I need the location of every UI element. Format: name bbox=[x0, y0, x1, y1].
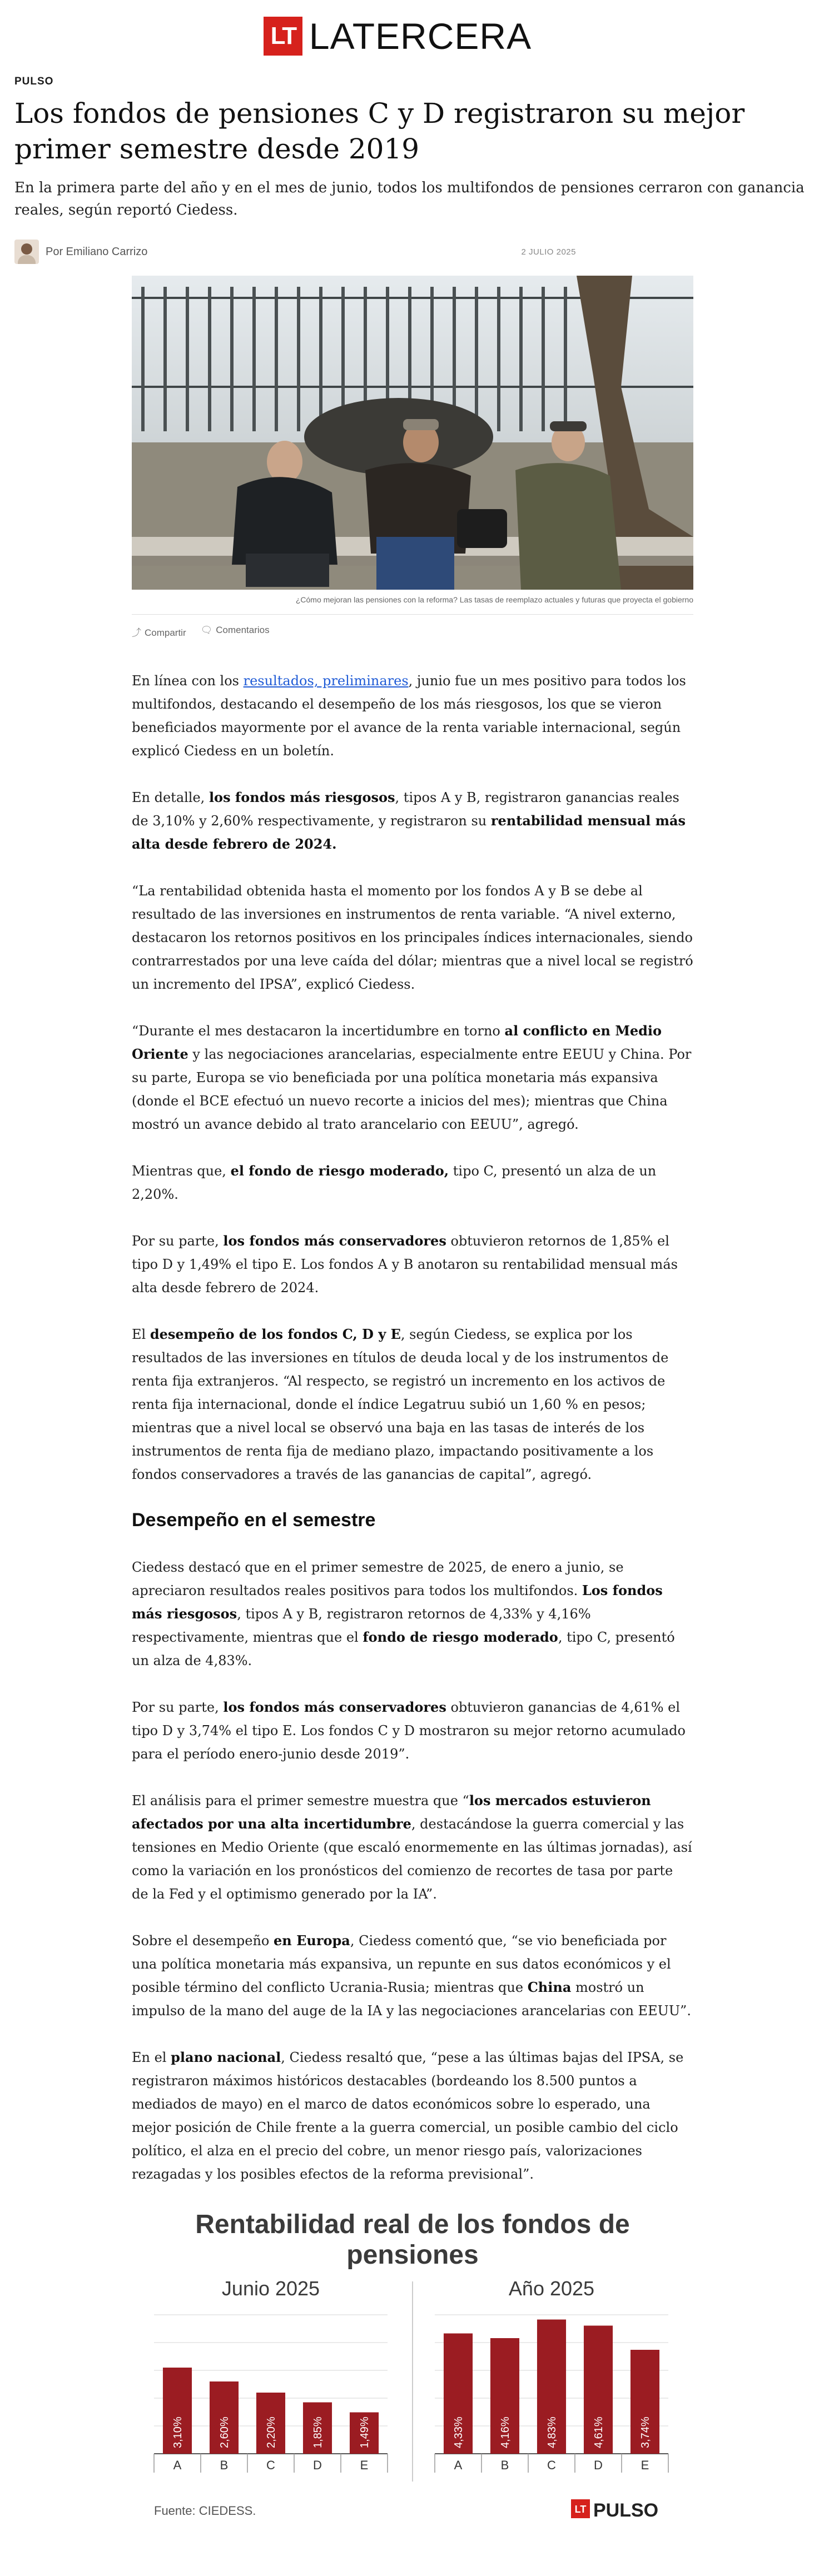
bold-run: al conflicto en Medio Oriente bbox=[132, 1023, 662, 1062]
text-run: , según Ciedess, se explica por los resultados de las inversiones en títulos de deuda local y de los instrumentos de renta fija extranjeros. “Al respecto, se registró un incremento en los activos de renta fija internacional, donde el índice Legatruu subió un 1,60 % en pesos; mientras que a nivel local se observó una baja en las tasas de interés de los instrumentos de renta fija de mediano plazo, impactando positivamente a los fondos conservadores a través de las ganancias de capital”, agregó. bbox=[132, 1327, 669, 1482]
bar-value-label: 4,61% bbox=[593, 2416, 605, 2448]
bold-run: los mercados estuvieron afectados por una alta incertidumbre bbox=[132, 1792, 651, 1832]
pulso-brand-logo bbox=[571, 2499, 658, 2521]
text-run: El análisis para el primer semestre muestra que “ bbox=[132, 1793, 469, 1808]
share-button[interactable] bbox=[132, 625, 186, 640]
text-run: , junio fue un mes positivo para todos los multifondos, destacando el desempeño de los más riesgosos, los que se vieron beneficiados mayormente por el avance de la renta variable internacional, según explicó Ciedess en un boletín. bbox=[132, 673, 686, 759]
text-run: mostró un impulso de la mano del auge de la IA y las negociaciones arancelarias con EEUU”. bbox=[132, 1980, 691, 2019]
bold-run: China bbox=[527, 1979, 572, 1995]
logo-wordmark: LATERCERA bbox=[309, 16, 532, 57]
paragraph bbox=[132, 1556, 693, 1672]
text-run: Sobre el desempeño bbox=[132, 1933, 274, 1949]
paragraph bbox=[132, 1789, 693, 1906]
bold-run: los fondos más conservadores bbox=[223, 1233, 446, 1249]
share-icon: ⤴ bbox=[132, 627, 141, 638]
article-column bbox=[14, 238, 576, 266]
comments-label: Comentarios bbox=[216, 625, 270, 635]
category-label: B bbox=[500, 2458, 509, 2472]
text-run: , tipos A y B, registraron ganancias reales de 3,10% y 2,60% respectivamente, y registraron su bbox=[132, 790, 679, 829]
hero-photo-illustration bbox=[132, 276, 693, 590]
publish-date: 2 JULIO 2025 bbox=[521, 247, 576, 257]
hero-image bbox=[132, 276, 693, 590]
text-run: En el bbox=[132, 2050, 171, 2065]
pension-returns-infographic bbox=[132, 2209, 693, 2521]
article-main bbox=[132, 276, 693, 2186]
article-header bbox=[0, 76, 834, 221]
category-label: A bbox=[454, 2458, 463, 2472]
bold-run: los fondos más riesgosos bbox=[209, 789, 395, 805]
category-label: C bbox=[266, 2458, 275, 2472]
text-run: obtuvieron ganancias de 4,61% el tipo D y 3,74% el tipo E. Los fondos C y D mostraron su mejor retorno acumulado para el período enero-junio desde 2019”. bbox=[132, 1700, 686, 1762]
chart-title: Año 2025 bbox=[508, 2277, 595, 2300]
bar-value-label: 4,83% bbox=[546, 2416, 558, 2448]
bold-run: Los fondos más riesgosos bbox=[132, 1582, 663, 1622]
text-run: Por su parte, bbox=[132, 1700, 224, 1715]
bold-run: plano nacional bbox=[171, 2049, 281, 2065]
bar-value-label: 1,49% bbox=[359, 2416, 371, 2448]
article-headline: Los fondos de pensiones C y D registraron su mejor primer semestre desde 2019 bbox=[14, 97, 745, 165]
byline-row bbox=[14, 238, 576, 266]
bar-value-label: 4,16% bbox=[499, 2416, 512, 2448]
bar-value-label: 4,33% bbox=[453, 2416, 465, 2448]
article-dek: En la primera parte del año y en el mes de junio, todos los multifondos de pensiones cerraron con ganancia reales, según reportó Ciedess. bbox=[14, 180, 805, 218]
text-run: tipo C, presentó un alza de un 2,20%. bbox=[132, 1163, 657, 1202]
bold-run: fondo de riesgo moderado bbox=[363, 1629, 558, 1645]
chart-ano-2025 bbox=[435, 2277, 668, 2473]
category-label: D bbox=[313, 2458, 322, 2472]
text-run: obtuvieron retornos de 1,85% el tipo D y 1,49% el tipo E. Los fondos A y B anotaron su rentabilidad mensual más alta desde febrero de 2024. bbox=[132, 1233, 678, 1296]
brand-mark: LT bbox=[574, 2504, 587, 2515]
site-logo[interactable] bbox=[264, 15, 532, 57]
share-toolbar bbox=[132, 614, 693, 640]
bar-value-label: 2,20% bbox=[265, 2416, 277, 2448]
text-run: Ciedess destacó que en el primer semestre de 2025, de enero a junio, se apreciaron resultados reales positivos para todos los multifondos. bbox=[132, 1559, 624, 1598]
logo-mark: LT bbox=[264, 17, 302, 56]
category-label: E bbox=[641, 2458, 649, 2472]
author-avatar[interactable] bbox=[14, 240, 39, 264]
section-label[interactable]: PULSO bbox=[14, 76, 54, 87]
bar-value-label: 3,74% bbox=[639, 2416, 652, 2448]
text-run: , Ciedess resaltó que, “pese a las últimas bajas del IPSA, se registraron máximos históricos destacables (bordeando los 8.500 puntos a mediados de mayo) en el marco de datos económicos sobre lo esperado, una mejor posición de Chile frente a la guerra comercial, un posible cambio del ciclo político, el alza en el precio del cobre, un menor riesgo país, valorizaciones rezagadas y los posibles efectos de la reforma previsional”. bbox=[132, 2050, 684, 2182]
text-run: , tipos A y B, registraron retornos de 4,33% y 4,16% respectivamente, mientras que el bbox=[132, 1606, 591, 1645]
paragraph bbox=[132, 1229, 693, 1299]
chart-junio-2025 bbox=[154, 2277, 388, 2473]
paragraph bbox=[132, 1696, 693, 1766]
infographic-title: Rentabilidad real de los fondos de pensiones bbox=[195, 2210, 630, 2270]
category-label: D bbox=[594, 2458, 603, 2472]
infographic-charts bbox=[132, 2270, 693, 2526]
results-link[interactable]: resultados, preliminares bbox=[243, 673, 409, 689]
text-run: Por su parte, bbox=[132, 1233, 224, 1249]
masthead bbox=[0, 0, 834, 72]
comments-button[interactable] bbox=[201, 625, 270, 640]
text-run: , tipo C, presentó un alza de 4,83%. bbox=[132, 1630, 675, 1668]
bold-run: rentabilidad mensual más alta desde febrero de 2024. bbox=[132, 813, 686, 852]
bar-value-label: 2,60% bbox=[219, 2416, 231, 2448]
paragraph bbox=[132, 786, 693, 856]
section-subheading: Desempeño en el semestre bbox=[132, 1509, 376, 1531]
text-run: Mientras que, bbox=[132, 1163, 231, 1179]
text-run: , Ciedess comentó que, “se vio beneficiada por una política monetaria más expansiva, un repunte en sus datos económicos y el posible término del conflicto Ucrania-Rusia; mientras que bbox=[132, 1933, 671, 1995]
paragraph: “La rentabilidad obtenida hasta el momento por los fondos A y B se debe al resultado de las inversiones en instrumentos de renta variable. “A nivel externo, destacaron los retornos positivos en los principales índices internacionales, siendo contrarrestados por una leve caída del dólar; mientras que a nivel local se registró un incremento del IPSA”, explicó Ciedess. bbox=[132, 883, 693, 992]
share-label: Compartir bbox=[145, 627, 186, 638]
category-label: A bbox=[173, 2458, 182, 2472]
paragraph bbox=[132, 1019, 693, 1136]
paragraph bbox=[132, 1323, 693, 1486]
infographic-source: Fuente: CIEDESS. bbox=[154, 2504, 256, 2518]
category-label: C bbox=[547, 2458, 556, 2472]
text-run: En detalle, bbox=[132, 790, 209, 805]
category-label: B bbox=[220, 2458, 229, 2472]
paragraph bbox=[132, 1929, 693, 2022]
bold-run: en Europa bbox=[274, 1932, 350, 1949]
bar-value-label: 1,85% bbox=[312, 2416, 324, 2448]
text-run: El bbox=[132, 1327, 150, 1342]
bold-run: desempeño de los fondos C, D y E bbox=[150, 1326, 401, 1342]
text-run: En línea con los bbox=[132, 673, 244, 689]
text-run: , destacándose la guerra comercial y las tensiones en Medio Oriente (que escaló enormemente en las últimas jornadas), así como la variación en los pronósticos del comienzo de recortes de tasa por parte de la Fed y el optimismo generado por la IA”. bbox=[132, 1816, 692, 1902]
bar-value-label: 3,10% bbox=[172, 2416, 184, 2448]
author-byline[interactable]: Por Emiliano Carrizo bbox=[46, 245, 148, 258]
image-caption: ¿Cómo mejoran las pensiones con la reforma? Las tasas de reemplazo actuales y futuras que proyecta el gobierno bbox=[295, 595, 693, 604]
brand-text: PULSO bbox=[593, 2500, 659, 2521]
article-body bbox=[132, 669, 693, 2186]
bold-run: el fondo de riesgo moderado, bbox=[230, 1163, 449, 1179]
text-run: y las negociaciones arancelarias, especialmente entre EEUU y China. Por su parte, Europa se vio beneficiada por una política monetaria más expansiva (donde el BCE efectuó un nuevo recorte a inicios del mes); mientras que China mostró un avance debido al trato arancelario con EEUU”, agregó. bbox=[132, 1047, 692, 1132]
comment-icon: 🗨 bbox=[200, 625, 213, 635]
bold-run: los fondos más conservadores bbox=[223, 1699, 446, 1715]
paragraph bbox=[132, 669, 693, 763]
category-label: E bbox=[360, 2458, 369, 2472]
chart-title: Junio 2025 bbox=[221, 2277, 320, 2300]
paragraph bbox=[132, 1159, 693, 1206]
paragraph bbox=[132, 2046, 693, 2186]
text-run: “Durante el mes destacaron la incertidumbre en torno bbox=[132, 1023, 505, 1039]
